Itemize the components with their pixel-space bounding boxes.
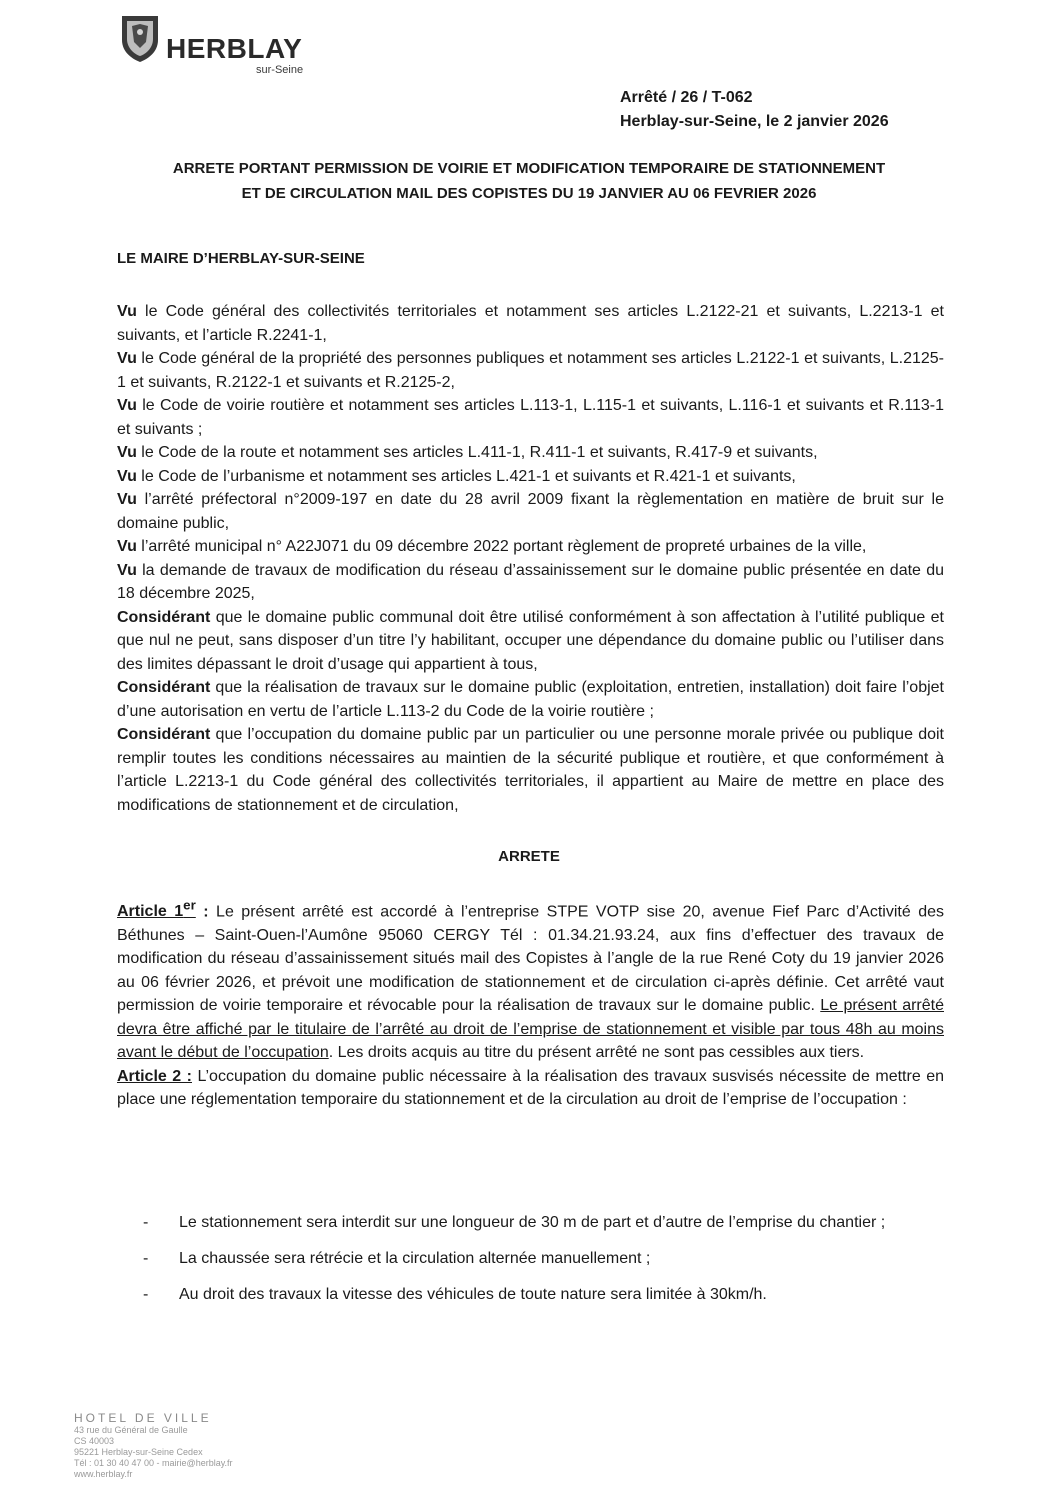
article-2 [117, 1065, 944, 1112]
city-logo [116, 12, 336, 76]
city-crest-icon [116, 12, 164, 64]
decree-number: Arrêté / 26 / T-062 [620, 89, 753, 106]
consideration-item [117, 535, 944, 559]
consideration-text: que le domaine public communal doit être utilisé conformément à son affectation à l’utilité publique et que nul ne peut, sans disposer d’un titre l’y habilitant, occuper une dépendance du domaine public ou l’utiliser dans des limites dépassant le droit d’usage qui appartient à tous, [117, 608, 944, 673]
consideration-item [117, 559, 944, 606]
measures-list [117, 1205, 944, 1313]
consideration-item [117, 441, 944, 465]
consideration-text: l’arrêté municipal n° A22J071 du 09 décembre 2022 portant règlement de propreté urbaines de la ville, [136, 538, 867, 555]
authority-heading: LE MAIRE D’HERBLAY-SUR-SEINE [117, 250, 365, 267]
consideration-item [117, 465, 944, 489]
footer-contact: Tél : 01 30 40 47 00 - mairie@herblay.fr [74, 1458, 233, 1468]
footer-cs: CS 40003 [74, 1436, 115, 1446]
article-1-label-sup: er [183, 898, 196, 913]
consideration-label: Vu [117, 491, 137, 508]
document-title [100, 156, 958, 206]
logo-subtitle: sur-Seine [256, 64, 304, 76]
article-2-text: L’occupation du domaine public nécessaire à la réalisation des travaux susvisés nécessite de mettre en place une réglementation temporaire du stationnement et de la circulation au droit de l’emprise de l’occupation : [117, 1067, 945, 1109]
list-item [117, 1277, 944, 1313]
dash-bullet-icon: - [143, 1214, 149, 1231]
article-1-text: Le présent arrêté est accordé à l’entreprise STPE VOTP sise 20, avenue Fief Parc d’Activité des Béthunes – Saint-Ouen-l’Aumône 95060 CERGY Tél : 01.34.21.93.24, aux fins d’effectuer des travaux de modification du réseau d’assainissement situés mail des Copistes à l’angle de la rue René Coty du 19 janvier 2026 au 06 février 2026, et prévoit une modification de stationnement et de circulation ci-après définie. Cet arrêté vaut permission de voirie temporaire et révocable pour la réalisation de travaux sur le domaine public. [117, 903, 945, 1015]
title-line-2: ET DE CIRCULATION MAIL DES COPISTES DU 19 JANVIER AU 06 FEVRIER 2026 [241, 185, 817, 202]
consideration-text: le Code général de la propriété des personnes publiques et notamment ses articles L.2122-1 et suivants, L.2125-1 et suivants, R.2122-1 et suivants et R.2125-2, [117, 350, 944, 391]
footer-website: www.herblay.fr [74, 1469, 133, 1479]
footer-address [74, 1412, 334, 1480]
consideration-label: Vu [117, 467, 137, 485]
articles [117, 894, 944, 1112]
consideration-label: Vu [117, 397, 137, 414]
consideration-text: le Code de voirie routière et notamment ses articles L.113-1, L.115-1 et suivants, L.116-1 et suivants et R.113-1 et suivants ; [117, 397, 944, 438]
consideration-text: le Code de la route et notamment ses articles L.411-1, R.411-1 et suivants, R.417-9 et suivants, [136, 444, 818, 461]
consideration-label: Vu [117, 538, 137, 555]
consideration-item [117, 606, 944, 677]
footer-street: 43 rue du Général de Gaulle [74, 1425, 188, 1435]
article-1-posting-notice: Le présent arrêté devra être affiché par le titulaire de l’arrêté au droit de l’emprise de stationnement et visible par tous 48h au moins avant le début de l’occupation [117, 997, 944, 1062]
consideration-text: le Code général des collectivités territoriales et notamment ses articles L.2122-21 et suivants, L.2213-1 et suivants, et l’article R.2241-1, [117, 303, 944, 344]
consideration-item [117, 488, 944, 535]
consideration-text: la demande de travaux de modification du réseau d’assainissement sur le domaine public présentée en date du 18 décembre 2025, [117, 561, 944, 602]
consideration-item [117, 723, 944, 817]
consideration-label: Considérant [117, 679, 211, 696]
considerations [117, 300, 944, 817]
consideration-label: Vu [117, 303, 137, 320]
consideration-item [117, 676, 944, 723]
list-item [117, 1241, 944, 1277]
consideration-text: l’arrêté préfectoral n°2009-197 en date du 28 avril 2009 fixant la règlementation en matière de bruit sur le domaine public, [117, 491, 944, 532]
reference-block [620, 86, 889, 134]
article-1-label-text: Article 1 [117, 903, 184, 921]
list-item [117, 1205, 944, 1241]
consideration-label: Considérant [117, 608, 211, 626]
dash-bullet-icon: - [143, 1286, 149, 1303]
place-date: Herblay-sur-Seine, le 2 janvier 2026 [620, 113, 889, 130]
consideration-item [117, 300, 944, 347]
consideration-label: Vu [117, 561, 137, 579]
consideration-item [117, 394, 944, 441]
measure-text: Le stationnement sera interdit sur une longueur de 30 m de part et d’autre de l’emprise du chantier ; [179, 1214, 886, 1231]
arrete-heading: ARRETE [498, 848, 560, 865]
consideration-text: le Code de l’urbanisme et notamment ses articles L.421-1 et suivants et R.421-1 et suivants, [136, 467, 796, 485]
consideration-text: que l’occupation du domaine public par un particulier ou une personne morale privée ou publique doit remplir toutes les conditions nécessaires au maintien de la sécurité publique et routière, et que conformément à l’article L.2213-1 du Code général des collectivités territoriales, il appartient au Maire de mettre en place des modifications de stationnement et de circulation, [117, 726, 944, 814]
article-2-label: Article 2 : [117, 1067, 192, 1085]
article-1 [117, 894, 944, 1065]
article-1-colon: : [195, 903, 209, 921]
consideration-label: Considérant [117, 726, 211, 743]
measure-text: La chaussée sera rétrécie et la circulation alternée manuellement ; [179, 1250, 651, 1267]
title-line-1: ARRETE PORTANT PERMISSION DE VOIRIE ET MODIFICATION TEMPORAIRE DE STATIONNEMENT [172, 160, 886, 177]
logo-name: HERBLAY [166, 33, 303, 64]
consideration-item [117, 347, 944, 394]
article-1-label [117, 898, 196, 921]
measure-text: Au droit des travaux la vitesse des véhicules de toute nature sera limitée à 30km/h. [179, 1286, 767, 1303]
consideration-label: Vu [117, 444, 137, 461]
article-1-tail: . Les droits acquis au titre du présent arrêté ne sont pas cessibles aux tiers. [328, 1044, 865, 1062]
footer-city: 95221 Herblay-sur-Seine Cedex [74, 1447, 203, 1457]
footer-heading: HOTEL DE VILLE [74, 1411, 212, 1425]
dash-bullet-icon: - [143, 1250, 149, 1267]
consideration-text: que la réalisation de travaux sur le domaine public (exploitation, entretien, installation) doit faire l’objet d’une autorisation en vertu de l’article L.113-2 du Code de la voirie routière ; [117, 679, 944, 720]
consideration-label: Vu [117, 350, 137, 367]
